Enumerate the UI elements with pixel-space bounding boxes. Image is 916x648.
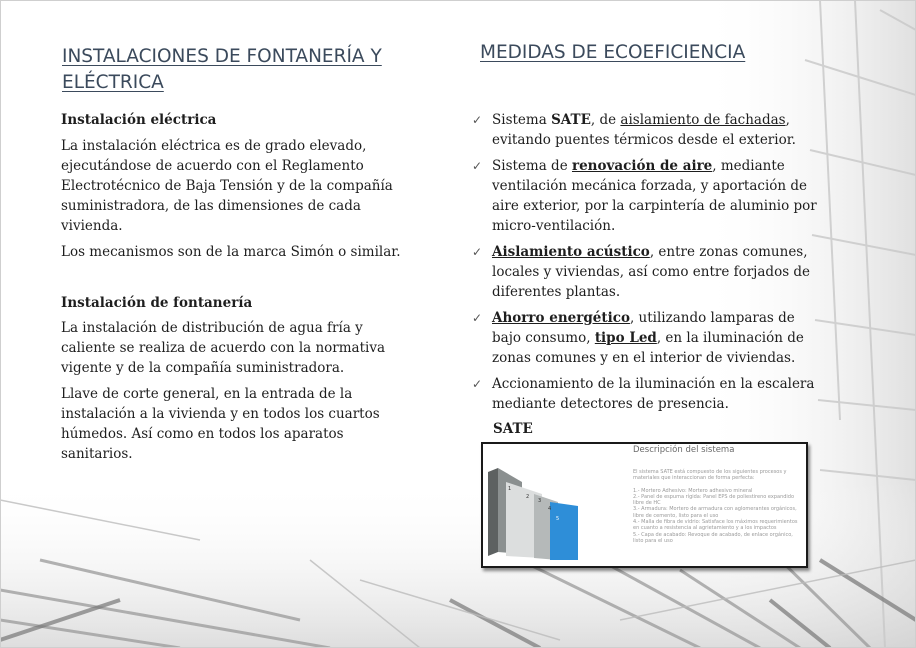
electrical-paragraph-2: Los mecanismos son de la marca Simón o similar. xyxy=(61,244,401,260)
check-icon: ✓ xyxy=(472,377,483,391)
list-item xyxy=(472,308,817,368)
item-text: Sistema de xyxy=(492,158,572,174)
item-bold-term: SATE xyxy=(551,112,591,128)
figure-layer-text: 1.- Mortero Adhesivo: Mortero adhesivo mineral xyxy=(633,487,753,494)
item-text: , de xyxy=(590,112,621,128)
figure-intro: El sistema SATE está compuesto de los siguientes procesos y materiales que interaccionan de forma perfecta: xyxy=(633,469,787,482)
figure-layer-text: 5.- Capa de acabado: Revoque de acabado, de enlace orgánico, listo para el uso xyxy=(633,531,793,544)
left-column xyxy=(61,44,411,464)
item-text: Sistema xyxy=(492,112,552,128)
right-column xyxy=(472,40,817,439)
layer-number: 2 xyxy=(526,494,530,500)
item-text: Accionamiento de la iluminación en la escalera mediante detectores de presencia. xyxy=(492,376,815,412)
sate-layers-illustration xyxy=(486,466,586,562)
electrical-section-title: Instalación eléctrica xyxy=(61,112,217,128)
plumbing-paragraph-2: Llave de corte general, en la entrada de la instalación a la vivienda y en todos los cuartos húmedos. Así como en todos los aparatos sanitarios. xyxy=(61,386,380,462)
list-item xyxy=(472,374,817,414)
figure-layer-text: 4.- Malla de fibra de vidrio: Satisface los máximos requerimientos en cuanto a resistencia al agrietamiento y a los impactos xyxy=(633,519,798,532)
figure-title: Descripción del sistema xyxy=(633,445,735,455)
item-bold-term: Aislamiento acústico xyxy=(492,244,650,260)
layer-number: 1 xyxy=(508,486,512,492)
sate-system-figure xyxy=(481,442,808,568)
item-text: , mediante ventilación mecánica forzada, y aportación de aire exterior, por la carpintería de aluminio por micro-ventilación. xyxy=(492,158,817,234)
check-icon: ✓ xyxy=(472,159,483,173)
item-text: , evitando puentes térmicos desde el exterior. xyxy=(492,112,796,148)
electrical-paragraph-1: La instalación eléctrica es de grado elevado, ejecutándose de acuerdo con el Reglamento Electrotécnico de Baja Tensión y de la compañía suministradora, de las dimensiones de cada vivienda. xyxy=(61,138,393,234)
figure-layer-text: 3.- Armadura: Mortero de armadura con aglomerantes orgánicos, libre de cemento, listo para el uso xyxy=(633,506,797,519)
figure-layer-text: 2.- Panel de espuma rígida: Panel EPS de poliestireno expandido libre de HC xyxy=(633,493,795,507)
item-text: , utilizando lamparas de bajo consumo, xyxy=(492,310,795,346)
wall-layer xyxy=(488,468,498,556)
check-icon: ✓ xyxy=(472,311,483,325)
layer-number: 4 xyxy=(548,506,552,512)
eco-efficiency-heading: MEDIDAS DE ECOEFICIENCIA xyxy=(480,42,746,63)
item-text: , entre zonas comunes, locales y viviendas, así como entre forjados de diferentes plantas. xyxy=(492,244,811,300)
item-bold-term: Ahorro energético xyxy=(492,310,630,326)
sate-label: SATE xyxy=(493,421,533,437)
plumbing-paragraph-1: La instalación de distribución de agua fría y caliente se realiza de acuerdo con la normativa vigente y de la compañía suministradora. xyxy=(61,320,386,376)
figure-description xyxy=(633,469,801,544)
item-text: , en la iluminación de zonas comunes y en el interior de viviendas. xyxy=(492,330,804,366)
eco-measures-list xyxy=(472,110,817,414)
item-bold-term: tipo Led xyxy=(594,330,657,346)
plumbing-electrical-heading: INSTALACIONES DE FONTANERÍA Y ELÉCTRICA xyxy=(62,46,382,93)
list-item xyxy=(472,242,817,302)
item-bold-term: renovación de aire xyxy=(571,158,713,174)
layer-number: 5 xyxy=(556,516,560,522)
list-item xyxy=(472,156,817,236)
plumbing-section-title: Instalación de fontanería xyxy=(61,295,253,311)
check-icon: ✓ xyxy=(472,245,483,259)
check-icon: ✓ xyxy=(472,113,483,127)
layer-number: 3 xyxy=(538,498,542,504)
list-item xyxy=(472,110,817,150)
item-underlined-term: aislamiento de fachadas xyxy=(620,112,786,128)
finish-layer xyxy=(550,502,578,560)
